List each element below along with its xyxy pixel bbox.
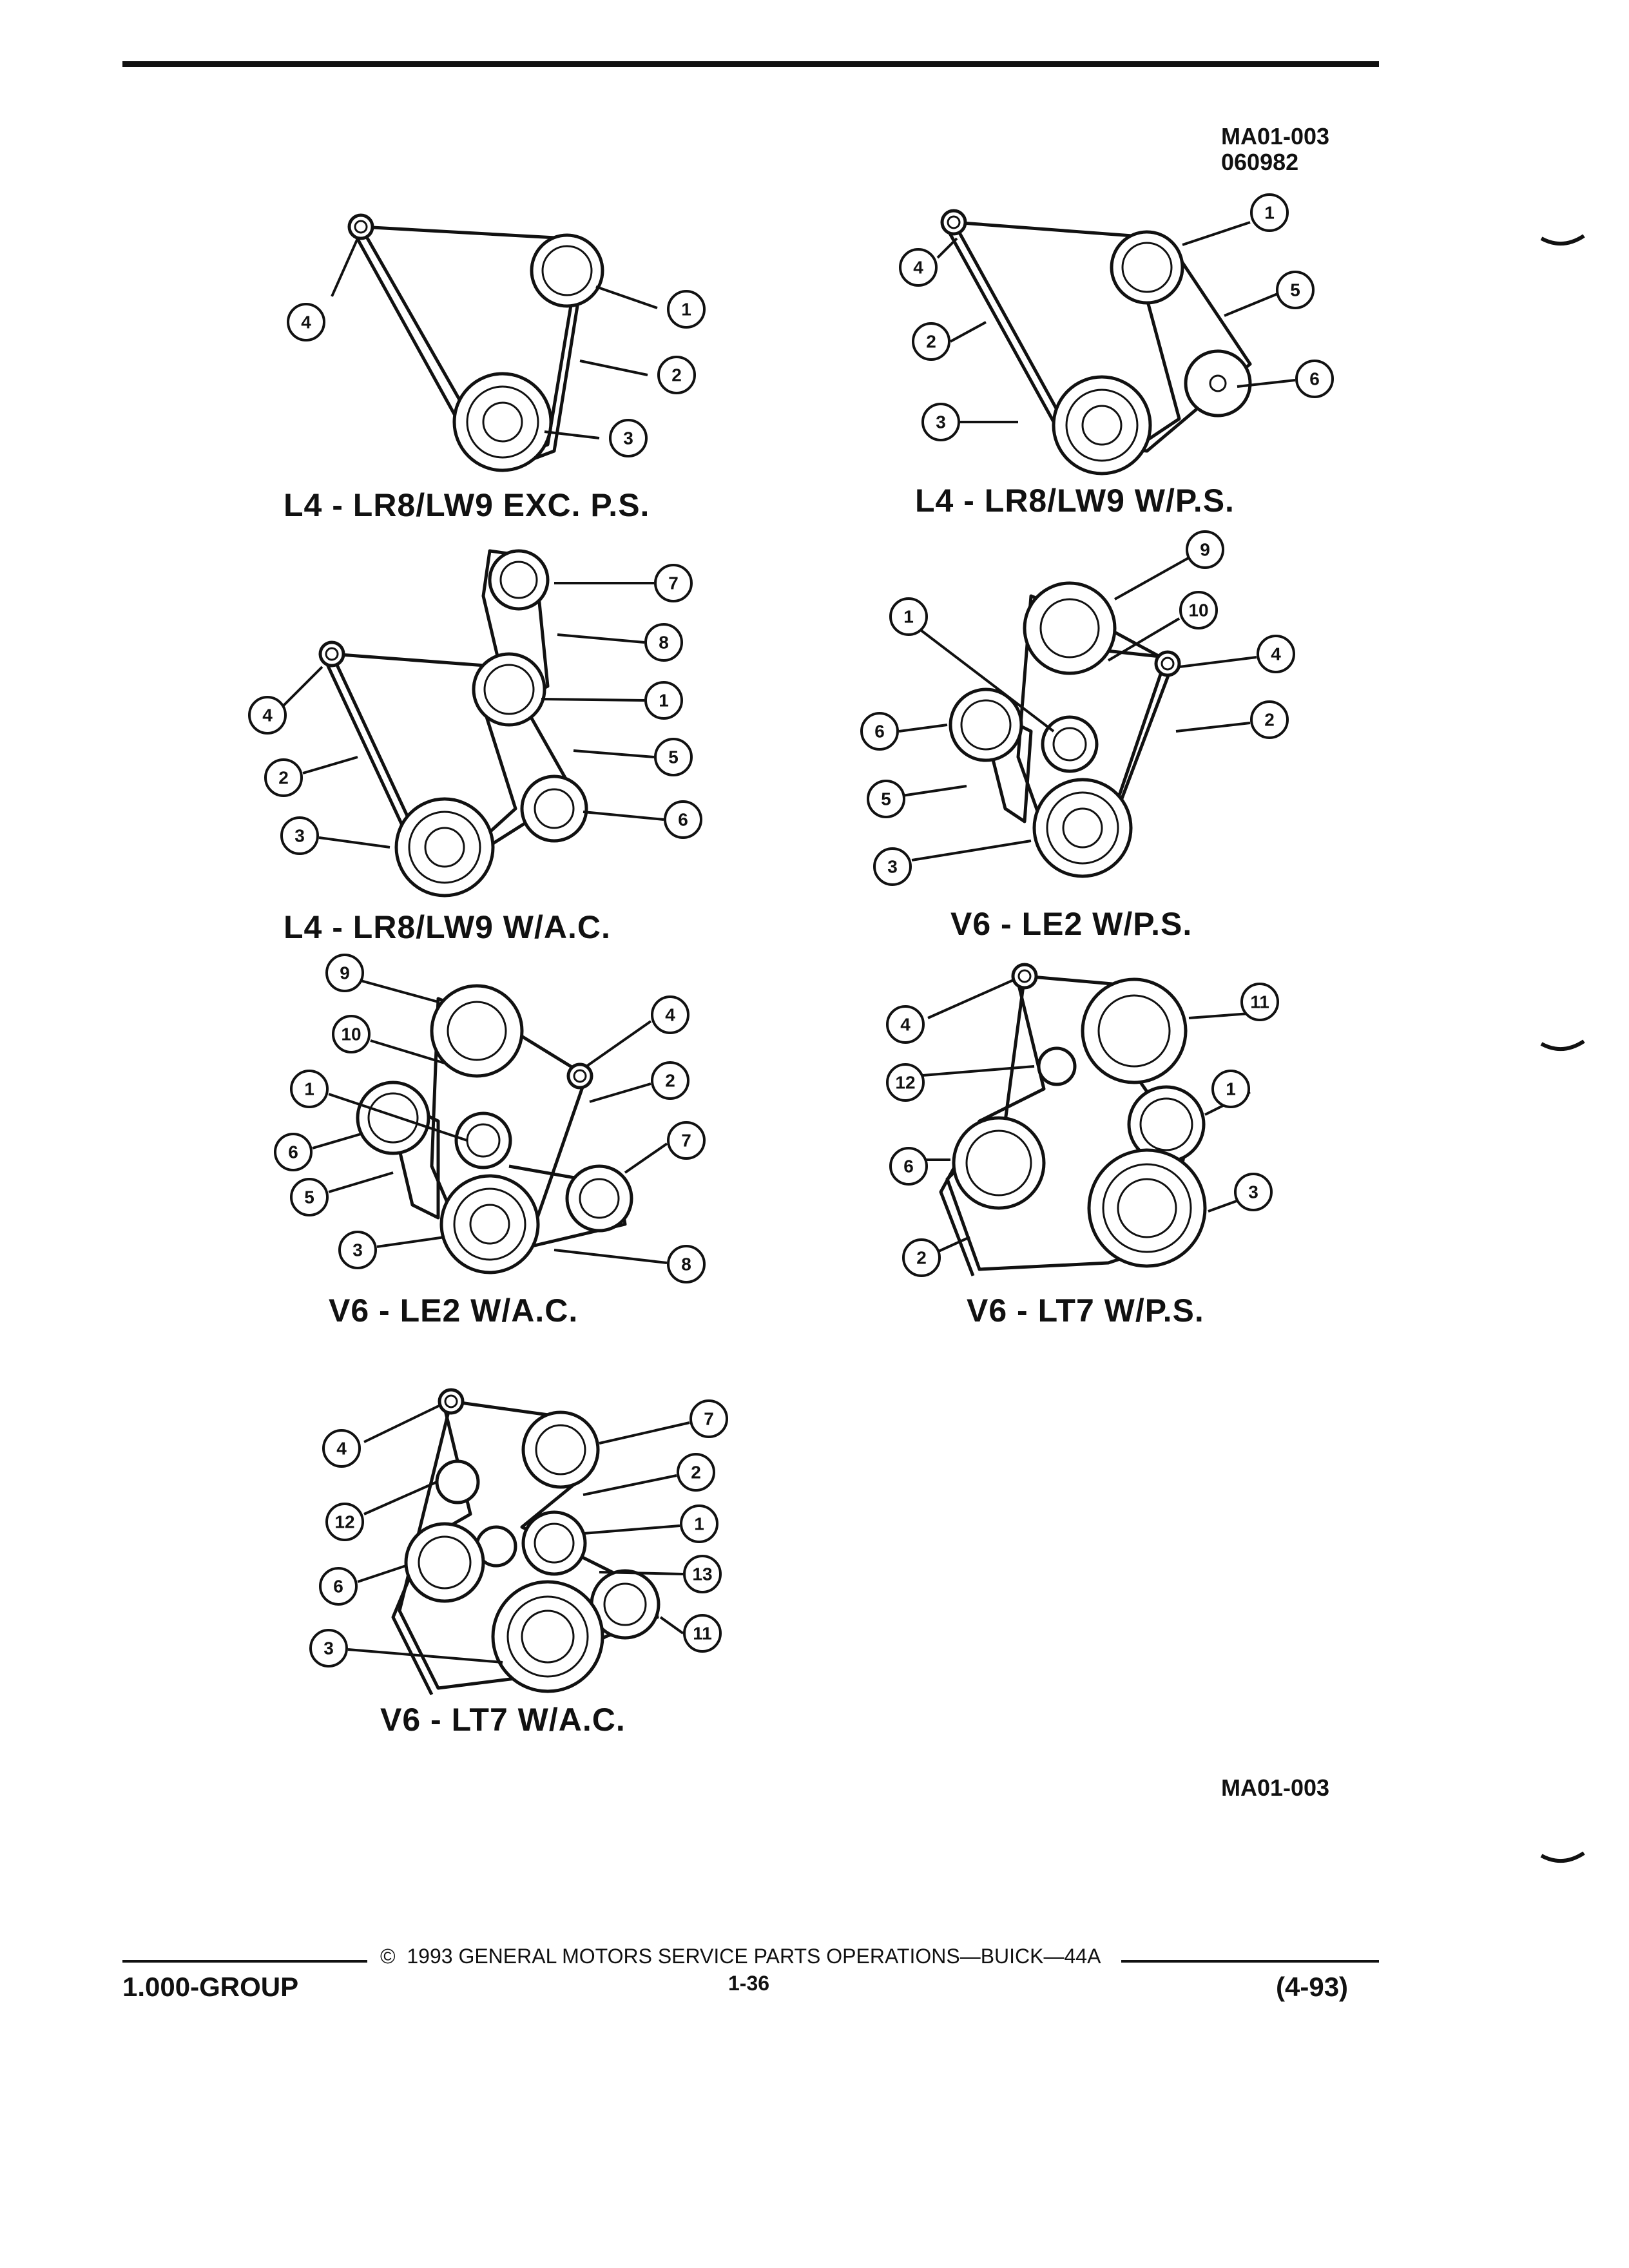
svg-text:7: 7: [704, 1408, 714, 1429]
callout-3: [340, 1232, 376, 1268]
callout-4: [1258, 636, 1294, 672]
svg-text:4: 4: [336, 1438, 347, 1459]
callout-4: [288, 304, 324, 340]
svg-text:12: 12: [334, 1512, 355, 1532]
svg-text:3: 3: [352, 1240, 363, 1260]
callout-8: [646, 624, 682, 660]
svg-text:1: 1: [694, 1514, 704, 1534]
svg-text:4: 4: [665, 1004, 675, 1025]
caption-fig3: L4 - LR8/LW9 W/A.C.: [284, 909, 611, 945]
callout-11: [684, 1615, 720, 1651]
figure-v6-le2-w-ac: [258, 954, 728, 1302]
callout-1: [1251, 195, 1287, 231]
callout-4: [249, 697, 285, 733]
callout-2: [659, 357, 695, 393]
callout-3: [610, 420, 646, 456]
margin-mark-1: [1540, 232, 1585, 251]
footer-rule-left: [122, 1960, 367, 1963]
callout-2: [265, 760, 302, 796]
svg-text:11: 11: [1250, 992, 1269, 1012]
callout-5: [1277, 272, 1313, 308]
svg-text:11: 11: [693, 1623, 712, 1644]
callout-2: [903, 1240, 940, 1276]
callout-10: [333, 1016, 369, 1052]
callout-12: [327, 1504, 363, 1540]
callout-3: [1235, 1174, 1271, 1210]
callout-3: [282, 818, 318, 854]
callout-2: [652, 1062, 688, 1099]
svg-text:2: 2: [926, 331, 936, 352]
svg-text:2: 2: [691, 1462, 701, 1483]
svg-text:6: 6: [288, 1142, 298, 1162]
callout-1: [1213, 1071, 1249, 1107]
drawing-code-bottom: MA01-003: [1221, 1774, 1330, 1801]
callout-5: [868, 781, 904, 817]
svg-text:2: 2: [916, 1247, 927, 1268]
footer-rule-right: [1121, 1960, 1379, 1963]
svg-text:4: 4: [262, 705, 273, 726]
drawing-date-code: 060982: [1221, 149, 1299, 175]
svg-text:10: 10: [1188, 600, 1209, 620]
svg-text:5: 5: [881, 789, 891, 809]
callout-7: [655, 565, 691, 601]
figure-v6-lt7-w-ac: [296, 1379, 735, 1701]
figure-l4-exc-ps: [271, 193, 722, 490]
svg-text:3: 3: [1248, 1182, 1258, 1202]
callout-6: [1296, 361, 1333, 397]
caption-fig5: V6 - LE2 W/A.C.: [329, 1293, 579, 1329]
callout-1: [291, 1071, 327, 1107]
callout-2: [1251, 702, 1287, 738]
figure-v6-le2-w-ps: [838, 538, 1302, 899]
svg-text:3: 3: [623, 428, 633, 448]
footer-revision: (4-93): [1276, 1972, 1349, 2002]
svg-text:5: 5: [668, 747, 679, 767]
svg-text:4: 4: [913, 257, 923, 278]
drawing-code-top: MA01-003: [1221, 123, 1330, 149]
footer-copyright: © 1993 GENERAL MOTORS SERVICE PARTS OPERATIONS—BUICK—44A: [380, 1945, 1101, 1968]
callout-10: [1181, 592, 1217, 628]
callout-4: [900, 249, 936, 285]
callout-1: [681, 1506, 717, 1542]
svg-text:1: 1: [1264, 202, 1275, 223]
svg-text:13: 13: [692, 1564, 713, 1584]
svg-text:3: 3: [323, 1638, 334, 1658]
svg-text:4: 4: [900, 1014, 911, 1035]
figure-l4-w-ac: [232, 538, 715, 899]
caption-fig1: L4 - LR8/LW9 EXC. P.S.: [284, 487, 650, 523]
svg-text:1: 1: [304, 1079, 314, 1099]
svg-text:7: 7: [668, 573, 679, 593]
callout-4: [652, 997, 688, 1033]
margin-mark-2: [1540, 1037, 1585, 1057]
svg-text:6: 6: [874, 721, 885, 742]
caption-fig4: V6 - LE2 W/P.S.: [950, 906, 1193, 942]
callout-6: [275, 1134, 311, 1170]
footer-page-number: 1-36: [728, 1972, 770, 1995]
top-rule: [122, 61, 1379, 67]
svg-text:5: 5: [1290, 280, 1300, 300]
svg-text:6: 6: [333, 1576, 343, 1597]
callout-2: [913, 323, 949, 360]
callout-1: [668, 291, 704, 327]
svg-text:1: 1: [903, 606, 914, 627]
svg-text:6: 6: [678, 809, 688, 830]
svg-text:4: 4: [301, 312, 311, 332]
svg-text:6: 6: [903, 1156, 914, 1177]
margin-mark-3: [1540, 1849, 1585, 1869]
caption-fig6: V6 - LT7 W/P.S.: [967, 1293, 1204, 1329]
caption-fig2: L4 - LR8/LW9 W/P.S.: [915, 483, 1235, 519]
figure-v6-lt7-w-ps: [863, 960, 1315, 1295]
svg-text:3: 3: [936, 412, 946, 432]
callout-3: [923, 404, 959, 440]
figure-l4-w-ps: [889, 187, 1340, 490]
svg-text:9: 9: [340, 963, 350, 983]
callout-1: [891, 599, 927, 635]
callout-2: [678, 1454, 714, 1490]
callout-9: [327, 955, 363, 991]
callout-11: [1242, 984, 1278, 1020]
callout-6: [862, 713, 898, 749]
callout-4: [323, 1430, 360, 1466]
callout-3: [874, 849, 911, 885]
svg-text:2: 2: [278, 767, 289, 788]
svg-text:3: 3: [887, 856, 898, 877]
svg-text:2: 2: [1264, 709, 1275, 730]
footer-group: 1.000-GROUP: [122, 1972, 299, 2002]
svg-text:6: 6: [1309, 369, 1320, 389]
svg-text:8: 8: [681, 1254, 691, 1274]
callout-8: [668, 1246, 704, 1282]
callout-6: [320, 1568, 356, 1604]
svg-text:2: 2: [671, 365, 682, 385]
svg-text:9: 9: [1200, 539, 1210, 560]
svg-text:1: 1: [1226, 1079, 1236, 1099]
svg-text:1: 1: [681, 299, 691, 320]
svg-text:5: 5: [304, 1187, 314, 1207]
callout-5: [291, 1179, 327, 1215]
callout-1: [646, 682, 682, 718]
callout-6: [891, 1148, 927, 1184]
svg-text:1: 1: [659, 690, 669, 711]
callout-12: [887, 1064, 923, 1100]
svg-text:8: 8: [659, 632, 669, 653]
callout-7: [668, 1122, 704, 1158]
svg-text:4: 4: [1271, 644, 1281, 664]
caption-fig7: V6 - LT7 W/A.C.: [380, 1702, 626, 1738]
svg-text:12: 12: [895, 1072, 916, 1093]
callout-6: [665, 802, 701, 838]
callout-3: [311, 1630, 347, 1666]
callout-5: [655, 739, 691, 775]
svg-text:2: 2: [665, 1070, 675, 1091]
callout-9: [1187, 532, 1223, 568]
svg-text:7: 7: [681, 1130, 691, 1151]
callout-7: [691, 1401, 727, 1437]
callout-4: [887, 1006, 923, 1043]
callout-13: [684, 1556, 720, 1592]
svg-text:10: 10: [341, 1024, 361, 1044]
svg-text:3: 3: [294, 825, 305, 846]
